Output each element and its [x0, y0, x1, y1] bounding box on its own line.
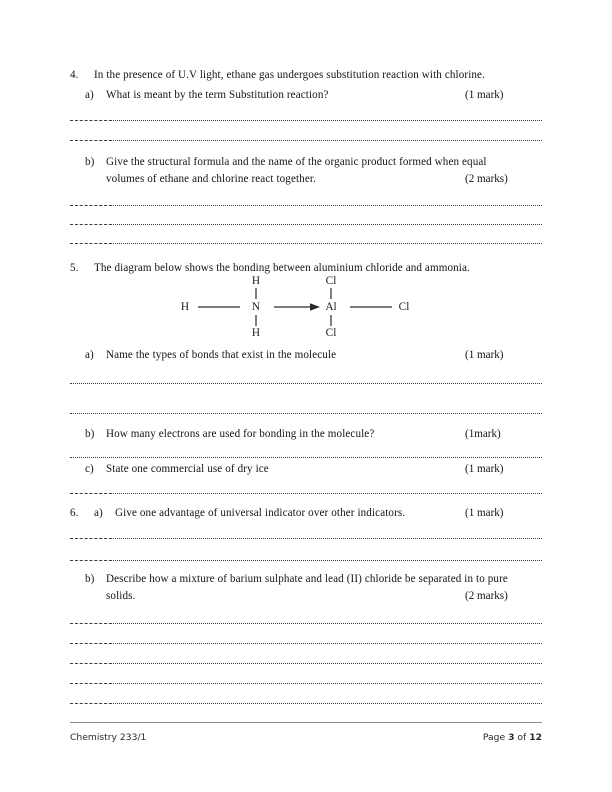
- question-5-stem: [70, 261, 542, 277]
- footer-page-total: 12: [529, 732, 542, 743]
- question-6b-text-line2: solids.: [106, 590, 136, 602]
- answer-line-6b-2[interactable]: [110, 641, 542, 644]
- question-4b-text-line2: volumes of ethane and chlorine react together.: [106, 173, 316, 185]
- answer-line-dash-lead: [70, 681, 112, 684]
- question-6-number: 6.: [70, 507, 79, 519]
- question-5b-marks: (1mark): [465, 428, 501, 440]
- answer-line-dash-lead: [70, 621, 112, 624]
- question-5a-marks: (1 mark): [465, 349, 504, 361]
- question-4b-label: b): [85, 156, 95, 168]
- atom-label-nitrogen: N: [251, 301, 261, 313]
- footer-divider: [70, 722, 542, 723]
- answer-line-dash-lead: [70, 203, 112, 206]
- atom-label-aluminium: Al: [325, 301, 337, 313]
- atom-label-chlorine-top: Cl: [325, 275, 337, 287]
- question-6b-marks: (2 marks): [465, 590, 508, 602]
- atom-label-chlorine-right: Cl: [398, 301, 410, 313]
- question-4a-text: What is meant by the term Substitution reaction?: [106, 89, 329, 101]
- answer-line-4b-3[interactable]: [110, 241, 542, 244]
- question-4b: [85, 155, 505, 171]
- answer-line-5b-1[interactable]: [70, 455, 542, 458]
- footer-page-mid: of: [517, 732, 527, 743]
- answer-line-5c-1[interactable]: [110, 491, 542, 494]
- answer-line-4a-1[interactable]: [110, 118, 542, 121]
- answer-line-4b-1[interactable]: [110, 203, 542, 206]
- answer-line-dash-lead: [70, 661, 112, 664]
- footer-page-number: 3: [508, 732, 515, 743]
- answer-line-dash-lead: [70, 118, 112, 121]
- question-5c: [85, 462, 465, 478]
- question-4b-continuation: [106, 172, 446, 188]
- atom-label-hydrogen-top: H: [251, 275, 261, 287]
- question-5c-marks: (1 mark): [465, 463, 504, 475]
- question-5c-label: c): [85, 463, 94, 475]
- question-5-stem-text: The diagram below shows the bonding between aluminium chloride and ammonia.: [94, 262, 470, 274]
- question-4b-marks: (2 marks): [465, 173, 508, 185]
- atom-label-hydrogen-left: H: [180, 301, 190, 313]
- question-5a-label: a): [85, 349, 94, 361]
- question-6b-continuation: [106, 589, 406, 605]
- answer-line-5a-2[interactable]: [70, 411, 542, 414]
- question-5a-text: Name the types of bonds that exist in the molecule: [106, 349, 337, 361]
- question-5c-text: State one commercial use of dry ice: [106, 463, 269, 475]
- question-4a-marks: (1 mark): [465, 89, 504, 101]
- answer-line-6a-2[interactable]: [110, 558, 542, 561]
- answer-line-dash-lead: [70, 558, 112, 561]
- answer-line-dash-lead: [70, 138, 112, 141]
- answer-line-6b-5[interactable]: [110, 701, 542, 704]
- question-4a: [85, 88, 465, 104]
- answer-line-dash-lead: [70, 222, 112, 225]
- question-4b-text-line1: Give the structural formula and the name of the organic product formed when equal: [106, 156, 487, 168]
- answer-line-5a-1[interactable]: [70, 381, 542, 384]
- answer-line-6a-1[interactable]: [110, 536, 542, 539]
- footer-page-indicator: [483, 731, 542, 744]
- answer-line-6b-4[interactable]: [110, 681, 542, 684]
- answer-line-dash-lead: [70, 536, 112, 539]
- question-5-number: 5.: [70, 262, 79, 274]
- question-6b-label: b): [85, 573, 95, 585]
- question-5b-label: b): [85, 428, 95, 440]
- answer-line-4a-2[interactable]: [110, 138, 542, 141]
- answer-line-dash-lead: [70, 491, 112, 494]
- question-6b-text-line1: Describe how a mixture of barium sulphate and lead (II) chloride be separated in to pure: [106, 573, 508, 585]
- answer-line-6b-3[interactable]: [110, 661, 542, 664]
- question-4a-label: a): [85, 89, 94, 101]
- question-4-number: 4.: [70, 69, 79, 81]
- footer-page-prefix: Page: [482, 732, 506, 743]
- question-6b: [85, 572, 542, 588]
- answer-line-6b-1[interactable]: [110, 621, 542, 624]
- question-6a: [70, 506, 470, 522]
- atom-label-hydrogen-bottom: H: [251, 327, 261, 339]
- question-4-stem: [70, 68, 542, 84]
- footer-subject-code: Chemistry 233/1: [70, 732, 147, 743]
- answer-line-dash-lead: [70, 641, 112, 644]
- question-5a: [85, 348, 465, 364]
- atom-label-chlorine-bottom: Cl: [325, 327, 337, 339]
- answer-line-4b-2[interactable]: [110, 222, 542, 225]
- question-4-stem-text: In the presence of U.V light, ethane gas undergoes substitution reaction with chlorine.: [94, 69, 485, 81]
- answer-line-dash-lead: [70, 701, 112, 704]
- question-6a-text: Give one advantage of universal indicator over other indicators.: [115, 507, 406, 519]
- question-6a-marks: (1 mark): [465, 507, 504, 519]
- question-6a-label: a): [94, 507, 103, 519]
- question-5b: [85, 427, 465, 443]
- answer-line-dash-lead: [70, 241, 112, 244]
- question-5b-text: How many electrons are used for bonding in the molecule?: [106, 428, 375, 440]
